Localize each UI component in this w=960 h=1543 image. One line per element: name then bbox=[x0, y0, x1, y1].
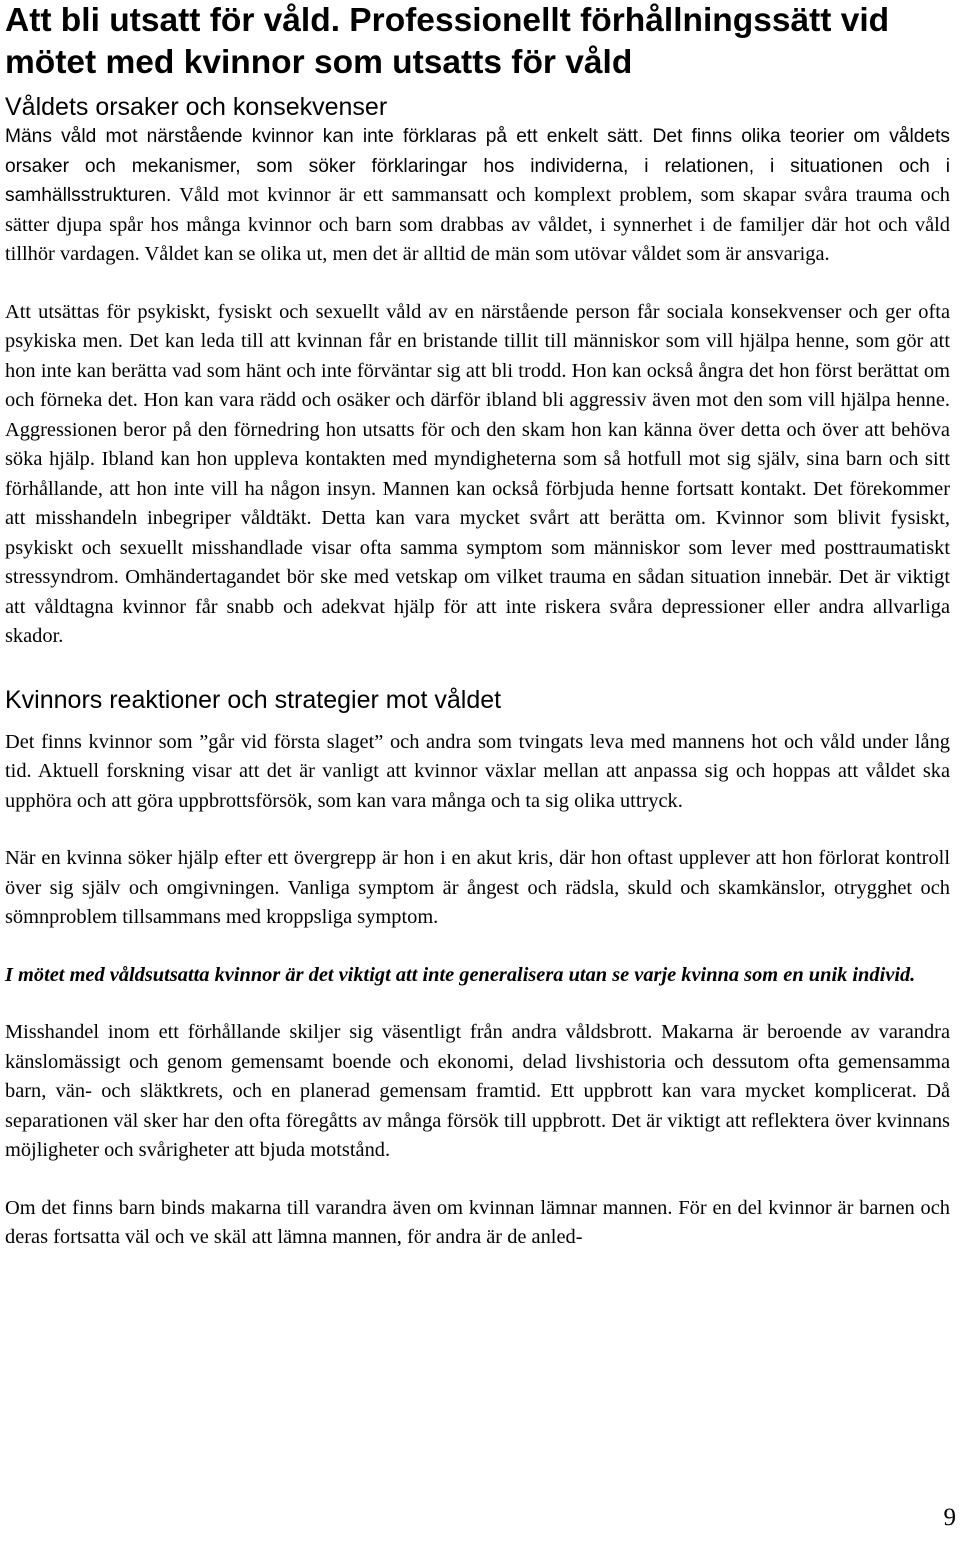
paragraph-reactions-2: När en kvinna söker hjälp efter ett övergrepp är hon i en akut kris, där hon oftast upplever att hon förlorat kontroll över sig själv och omgivningen. Vanliga symptom är ångest och rädsla, skuld och skamkänslor, otrygghet och sömnproblem tillsammans med kroppsliga symptom. bbox=[5, 847, 950, 928]
section-heading-causes: Våldets orsaker och konsekvenser bbox=[5, 93, 388, 121]
paragraph-reactions-1: Det finns kvinnor som ”går vid första slaget” och andra som tvingats leva med mannens hot och våld under lång tid. Aktuell forskning visar att det är vanligt att kvinnor växlar mellan att anpassa sig och hoppas att våldet ska upphöra och att göra uppbrottsförsök, som kan vara många och ta sig olika uttryck. bbox=[5, 730, 950, 812]
paragraph-causes-1-sans: Det finns olika teorier om våldets orsaker och mekanismer, som söker förklaringar hos individerna, i relationen, i situationen och i samhällsstrukturen. bbox=[5, 126, 951, 206]
paragraph-causes-1-serif: Våld mot kvinnor är ett sammansatt och komplext problem, som skapar svåra trauma och sätter djupa spår hos många kvinnor och barn som drabbas av våldet, i synnerhet i de familjer där hot och våld tillhör vardagen. Våldet kan se olika ut, men det är alltid de män som utövar våldet som är ansvariga. bbox=[5, 184, 950, 265]
emphasis-statement: I mötet med våldsutsatta kvinnor är det viktigt att inte generalisera utan se varje kvinna som en unik individ. bbox=[5, 963, 916, 986]
paragraph-reactions-3: Misshandel inom ett förhållande skiljer sig väsentligt från andra våldsbrott. Makarna är beroende av varandra känslomässigt och genom gemensamt boende och ekonomi, delad livshistoria och dessutom ofta gemensamma barn, vän- och släktkrets, och en planerad gemensam framtid. Ett uppbrott kan vara mycket komplicerat. Då separationen väl sker har den ofta föregåtts av många försök till uppbrott. Det är viktigt att reflektera över kvinnans möjligheter och svårigheter att bjuda motstånd. bbox=[5, 1021, 950, 1161]
paragraph-reactions-4: Om det finns barn binds makarna till varandra även om kvinnan lämnar mannen. För en del kvinnor är barnen och deras fortsatta väl och ve skäl att lämna mannen, för andra är de anled- bbox=[5, 1196, 950, 1248]
paragraph-causes-1 bbox=[5, 122, 950, 270]
page-number: 9 bbox=[943, 1504, 956, 1531]
document-page bbox=[5, 0, 950, 1253]
section-heading-reactions: Kvinnors reaktioner och strategier mot våldet bbox=[5, 685, 502, 714]
paragraph-causes-1-intro: Mäns våld mot närstående kvinnor kan inte förklaras på ett enkelt sätt. bbox=[5, 126, 644, 147]
paragraph-causes-2: Att utsättas för psykiskt, fysiskt och sexuellt våld av en närstående person får sociala konsekvenser och ger ofta psykiska men. Det kan leda till att kvinnan får en bristande tillit till människor som vill hjälpa henne, som gör att hon inte kan berätta vad som hänt och inte förväntar sig att bli trodd. Hon kan också ångra det hon först berättat om och förneka det. Hon kan vara rädd och osäker och därför ibland bli aggressiv även mot den som vill hjälpa henne. Aggressionen beror på den förnedring hon utsatts för och den skam hon kan känna över detta och över att behöva söka hjälp. Ibland kan hon uppleva kontakten med myndigheterna som så hotfull mot sig själv, sina barn och sitt förhållande, att hon inte vill ha någon insyn. Mannen kan också förbjuda henne fortsatt kontakt. Det förekommer att misshandeln inbegriper våldtäkt. Detta kan vara mycket svårt att berätta om. Kvinnor som blivit fysiskt, psykiskt och sexuellt misshandlade visar ofta samma symptom som människor som lever med posttraumatiskt stressyndrom. Omhändertagandet bör ske med vetskap om vilket trauma en sådan situation innebär. Det är viktigt att våldtagna kvinnor får snabb och adekvat hjälp för att inte riskera svåra depressioner eller andra allvarliga skador. bbox=[5, 300, 950, 647]
document-title: Att bli utsatt för våld. Professionellt förhållningssätt vid mötet med kvinnor som utsatts för våld bbox=[5, 2, 890, 81]
